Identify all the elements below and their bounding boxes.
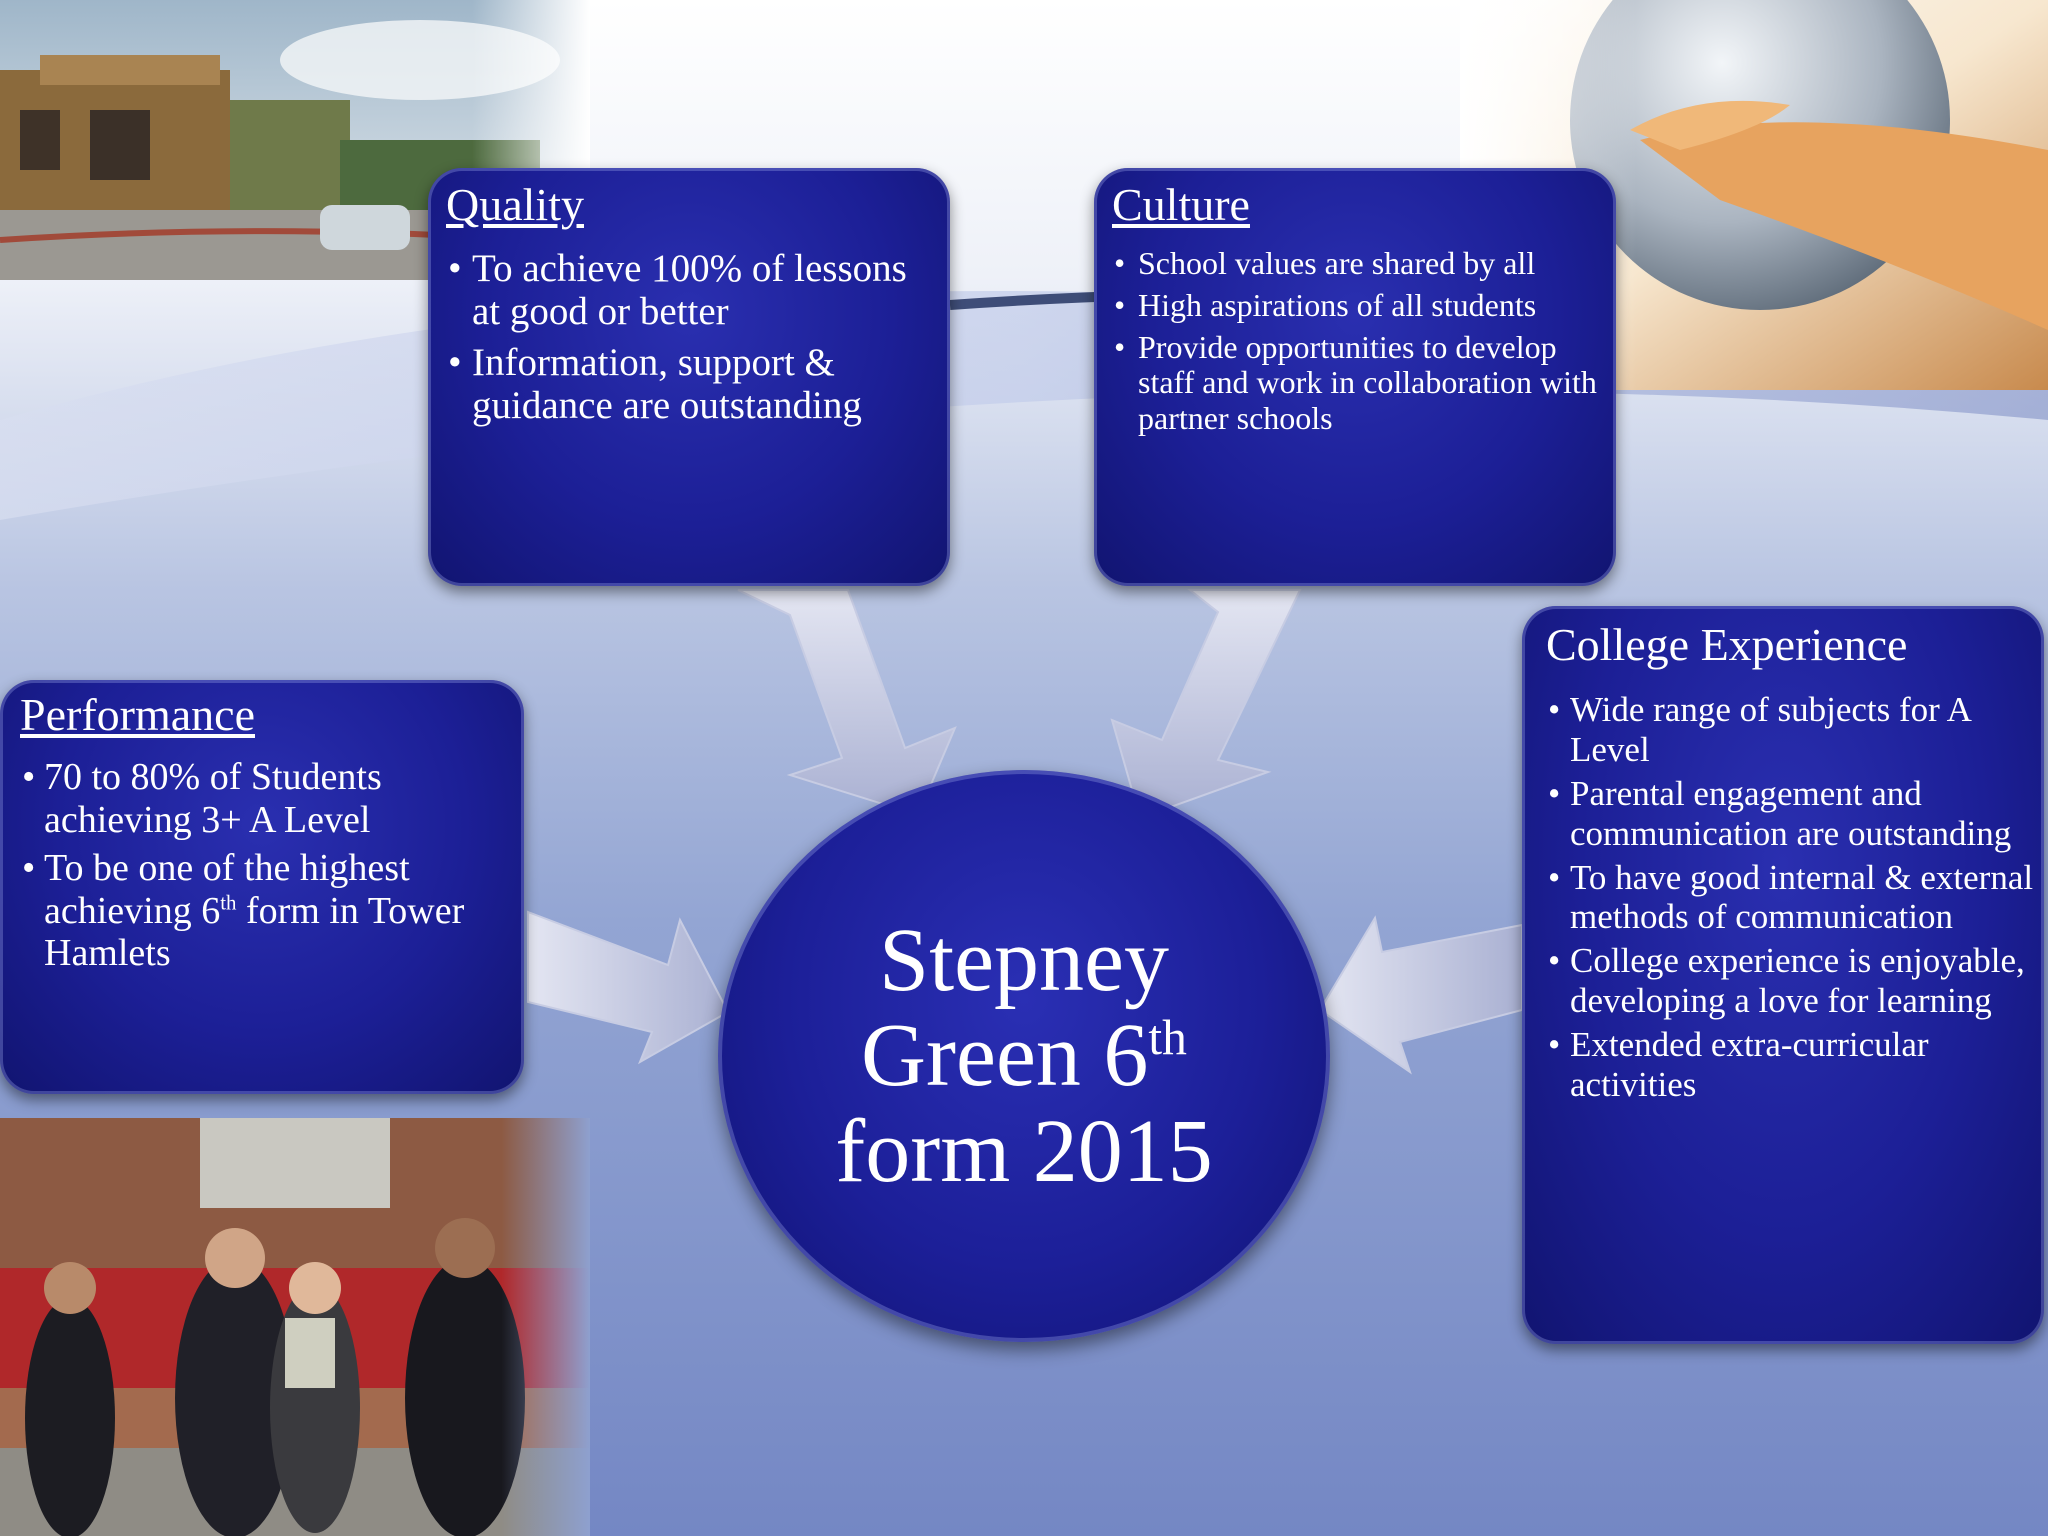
center-title [835, 910, 1213, 1201]
performance-item [20, 847, 514, 975]
college-experience-box [1522, 606, 2044, 1344]
arrow-quality-to-center [738, 590, 955, 815]
center-line-3: form 2015 [835, 1101, 1213, 1201]
arrow-performance-to-center [528, 912, 728, 1062]
performance-list [20, 756, 514, 975]
performance-item-text-end: form in Tower Hamlets [44, 889, 465, 975]
college-experience-item: • Parental engagement and communication are outstanding [1546, 774, 2034, 854]
center-circle [718, 770, 1330, 1342]
college-experience-item: • Wide range of subjects for A Level [1546, 690, 2034, 770]
college-experience-list [1546, 690, 2034, 1105]
performance-box [0, 680, 524, 1094]
arrow-culture-to-center [1112, 590, 1300, 818]
performance-title: Performance [20, 689, 255, 740]
quality-list [446, 248, 936, 428]
ordinal-suffix: th [220, 889, 237, 914]
performance-item: • 70 to 80% of Students achieving 3+ A Level [20, 756, 514, 841]
culture-title: Culture [1112, 179, 1250, 230]
college-experience-title: College Experience [1546, 619, 1908, 670]
performance-item-text: To be one of the highest achieving 6 [44, 847, 410, 932]
quality-item: • Information, support & guidance are outstanding [446, 342, 936, 428]
quality-title: Quality [446, 179, 584, 230]
quality-box [428, 168, 950, 586]
culture-box [1094, 168, 1616, 586]
culture-list [1112, 246, 1606, 437]
center-line-1: Stepney [879, 910, 1169, 1010]
culture-item: • Provide opportunities to develop staff and work in collaboration with partner schools [1112, 330, 1606, 437]
center-line-2 [835, 1006, 1212, 1106]
arrow-college-to-center [1320, 918, 1522, 1072]
center-ordinal-suffix: th [1148, 1010, 1187, 1066]
culture-item: • School values are shared by all [1112, 246, 1606, 282]
college-experience-item: • Extended extra-curricular activities [1546, 1025, 2034, 1105]
center-line-2-text: Green 6 [861, 1006, 1149, 1106]
culture-item: • High aspirations of all students [1112, 288, 1606, 324]
college-experience-item: • College experience is enjoyable, developing a love for learning [1546, 941, 2034, 1021]
college-experience-item: • To have good internal & external methods of communication [1546, 858, 2034, 938]
quality-item: • To achieve 100% of lessons at good or better [446, 248, 936, 334]
